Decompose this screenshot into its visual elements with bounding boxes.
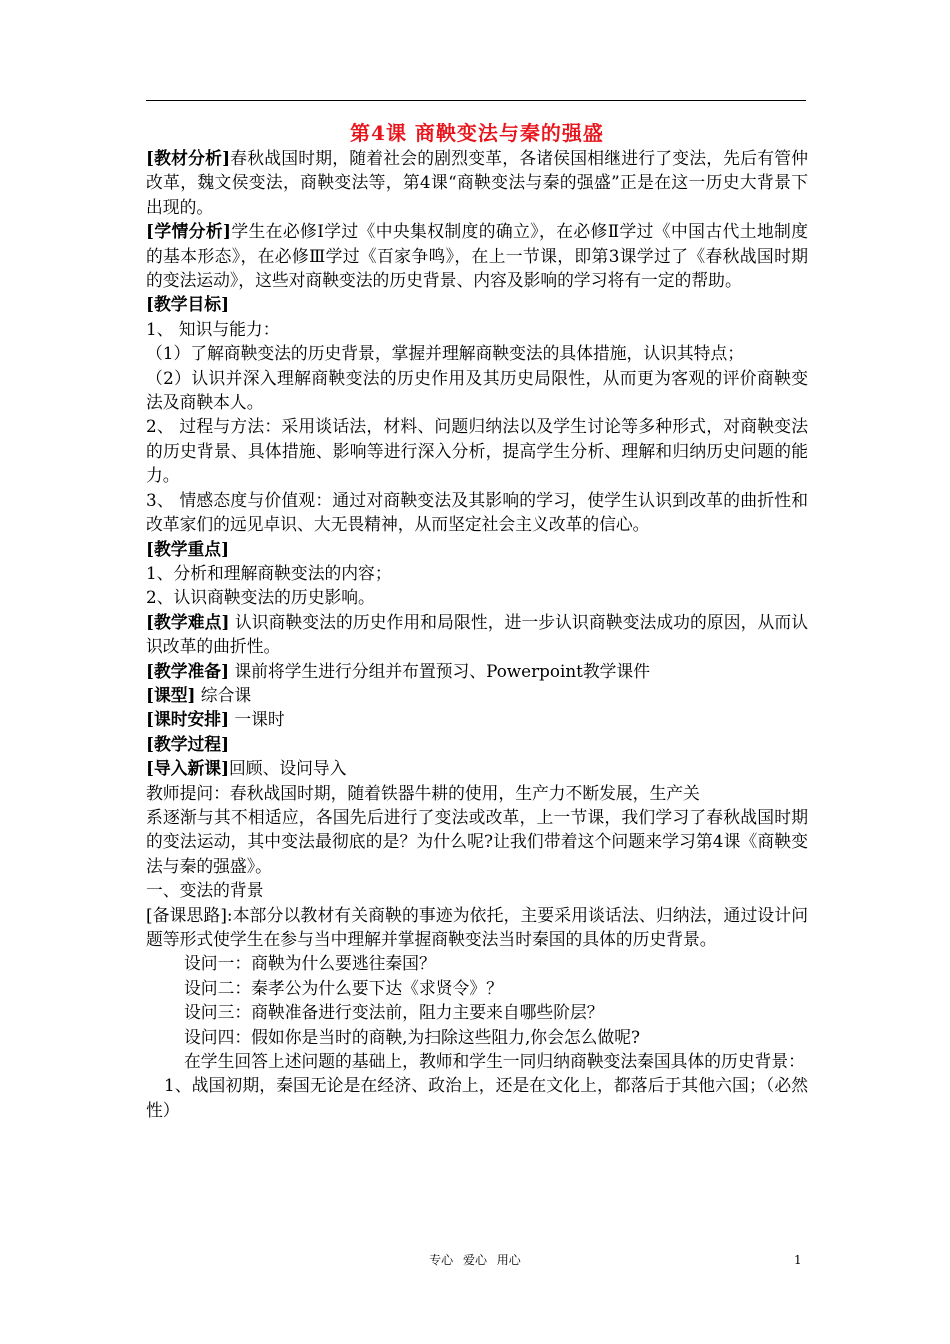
question-item: 设问二：秦孝公为什么要下达《求贤令》？: [184, 977, 503, 998]
paragraph-difficulties: [146, 610, 808, 659]
paragraph-preparation: [146, 659, 808, 683]
question-item: 设问一：商鞅为什么要逃往秦国？: [184, 953, 436, 974]
key-point-item: 1、分析和理解商鞅变法的内容；: [146, 562, 392, 583]
heading-key-points: [教学重点]: [146, 538, 230, 559]
key-point-item: 2、认识商鞅变法的历史影响。: [146, 587, 375, 608]
paragraph-lesson-plan-idea: [146, 903, 808, 952]
goal-item: 2、 过程与方法：采用谈话法，材料、问题归纳法以及学生讨论等多种形式，对商鞅变法的历史背景、具体措施、影响等进行深入分析，提高学生分析、理解和归纳历史问题的能力。: [146, 416, 808, 486]
section-label: [学情分析]: [146, 221, 231, 242]
goal-item: 1、 知识与能力：: [146, 318, 280, 339]
heading-teaching-process: [教学过程]: [146, 733, 230, 754]
paragraph-schedule: [146, 707, 808, 731]
goal-item: 3、 情感态度与价值观：通过对商鞅变法及其影响的学习，使学生认识到改革的曲折性和改革家们的远见卓识、大无畏精神，从而坚定社会主义改革的信心。: [146, 489, 808, 535]
section-label: [教学准备]: [146, 660, 230, 681]
section-text: 认识商鞅变法的历史作用和局限性，进一步认识商鞅变法成功的原因，从而认识改革的曲折性。: [146, 611, 808, 657]
lesson-title: 第4课 商鞅变法与秦的强盛: [350, 121, 604, 145]
page-number: 1: [794, 1253, 802, 1267]
intro-line-2: 系逐渐与其不相适应，各国先后进行了变法或改革，上一节课，我们学习了春秋战国时期的变法运动，其中变法最彻底的是？为什么呢?让我们带着这个问题来学习第4课《商鞅变法与秦的强盛》。: [146, 806, 808, 876]
paragraph-introduction: [146, 756, 808, 780]
section-label: [导入新课]: [146, 758, 230, 779]
section-label: [备课思路]:: [146, 904, 233, 925]
section-label: [教学难点]: [146, 611, 230, 632]
question-item: 设问三：商鞅准备进行变法前，阻力主要来自哪些阶层？: [184, 1002, 604, 1023]
section-text: 一课时: [234, 709, 285, 730]
background-item: 1、战国初期，秦国无论是在经济、政治上，还是在文化上，都落后于其他六国；（必然性）: [146, 1075, 808, 1120]
section-label: [课型]: [146, 684, 196, 705]
header-rule: [146, 100, 806, 101]
section-text: 学生在必修Ⅰ学过《中央集权制度的确立》，在必修Ⅱ学过《中国古代土地制度的基本形态》，在必修Ⅲ学过《百家争鸣》，在上一节课，即第3课学过了《春秋战国时期的变法运动》，这些对商鞅变法的历史背景、内容及影响的学习将有一定的帮助。: [146, 221, 808, 291]
part-heading: 一、变法的背景: [146, 880, 264, 901]
goal-subitem: （2）认识并深入理解商鞅变法的历史作用及其历史局限性，从而更为客观的评价商鞅变法及商鞅本人。: [146, 367, 808, 413]
intro-line-1: 教师提问：春秋战国时期，随着铁器牛耕的使用，生产力不断发展，生产关: [146, 782, 700, 803]
section-text: 春秋战国时期，随着社会的剧烈变革，各诸侯国相继进行了变法，先后有管仲改革，魏文侯变法，商鞅变法等，第4课“商鞅变法与秦的强盛”正是在这一历史大背景下出现的。: [146, 148, 808, 217]
page-footer: 专心 爱心 用心: [429, 1253, 521, 1267]
paragraph-summary: 在学生回答上述问题的基础上，教师和学生一同归纳商鞅变法秦国具体的历史背景：: [184, 1051, 805, 1072]
section-text: 回顾、设问导入: [229, 758, 347, 779]
heading-teaching-goals: [教学目标]: [146, 294, 230, 315]
section-label: [课时安排]: [146, 709, 230, 730]
paragraph-lesson-type: [146, 683, 808, 707]
section-label: [教材分析]: [146, 148, 231, 168]
section-text: 本部分以教材有关商鞅的事迹为依托，主要采用谈话法、归纳法，通过设计问题等形式使学生在参与当中理解并掌握商鞅变法当时秦国的具体的历史背景。: [146, 904, 808, 949]
paragraph-textbook-analysis: [146, 146, 808, 219]
section-text: 综合课: [200, 684, 252, 705]
document-body: [146, 120, 808, 1122]
question-item: 设问四：假如你是当时的商鞅,为扫除这些阻力,你会怎么做呢?: [184, 1026, 640, 1047]
section-text: 课前将学生进行分组并布置预习、Powerpoint教学课件: [234, 660, 650, 681]
goal-subitem: （1）了解商鞅变法的历史背景，掌握并理解商鞅变法的具体措施，认识其特点；: [146, 343, 745, 364]
paragraph-student-analysis: [146, 219, 808, 292]
